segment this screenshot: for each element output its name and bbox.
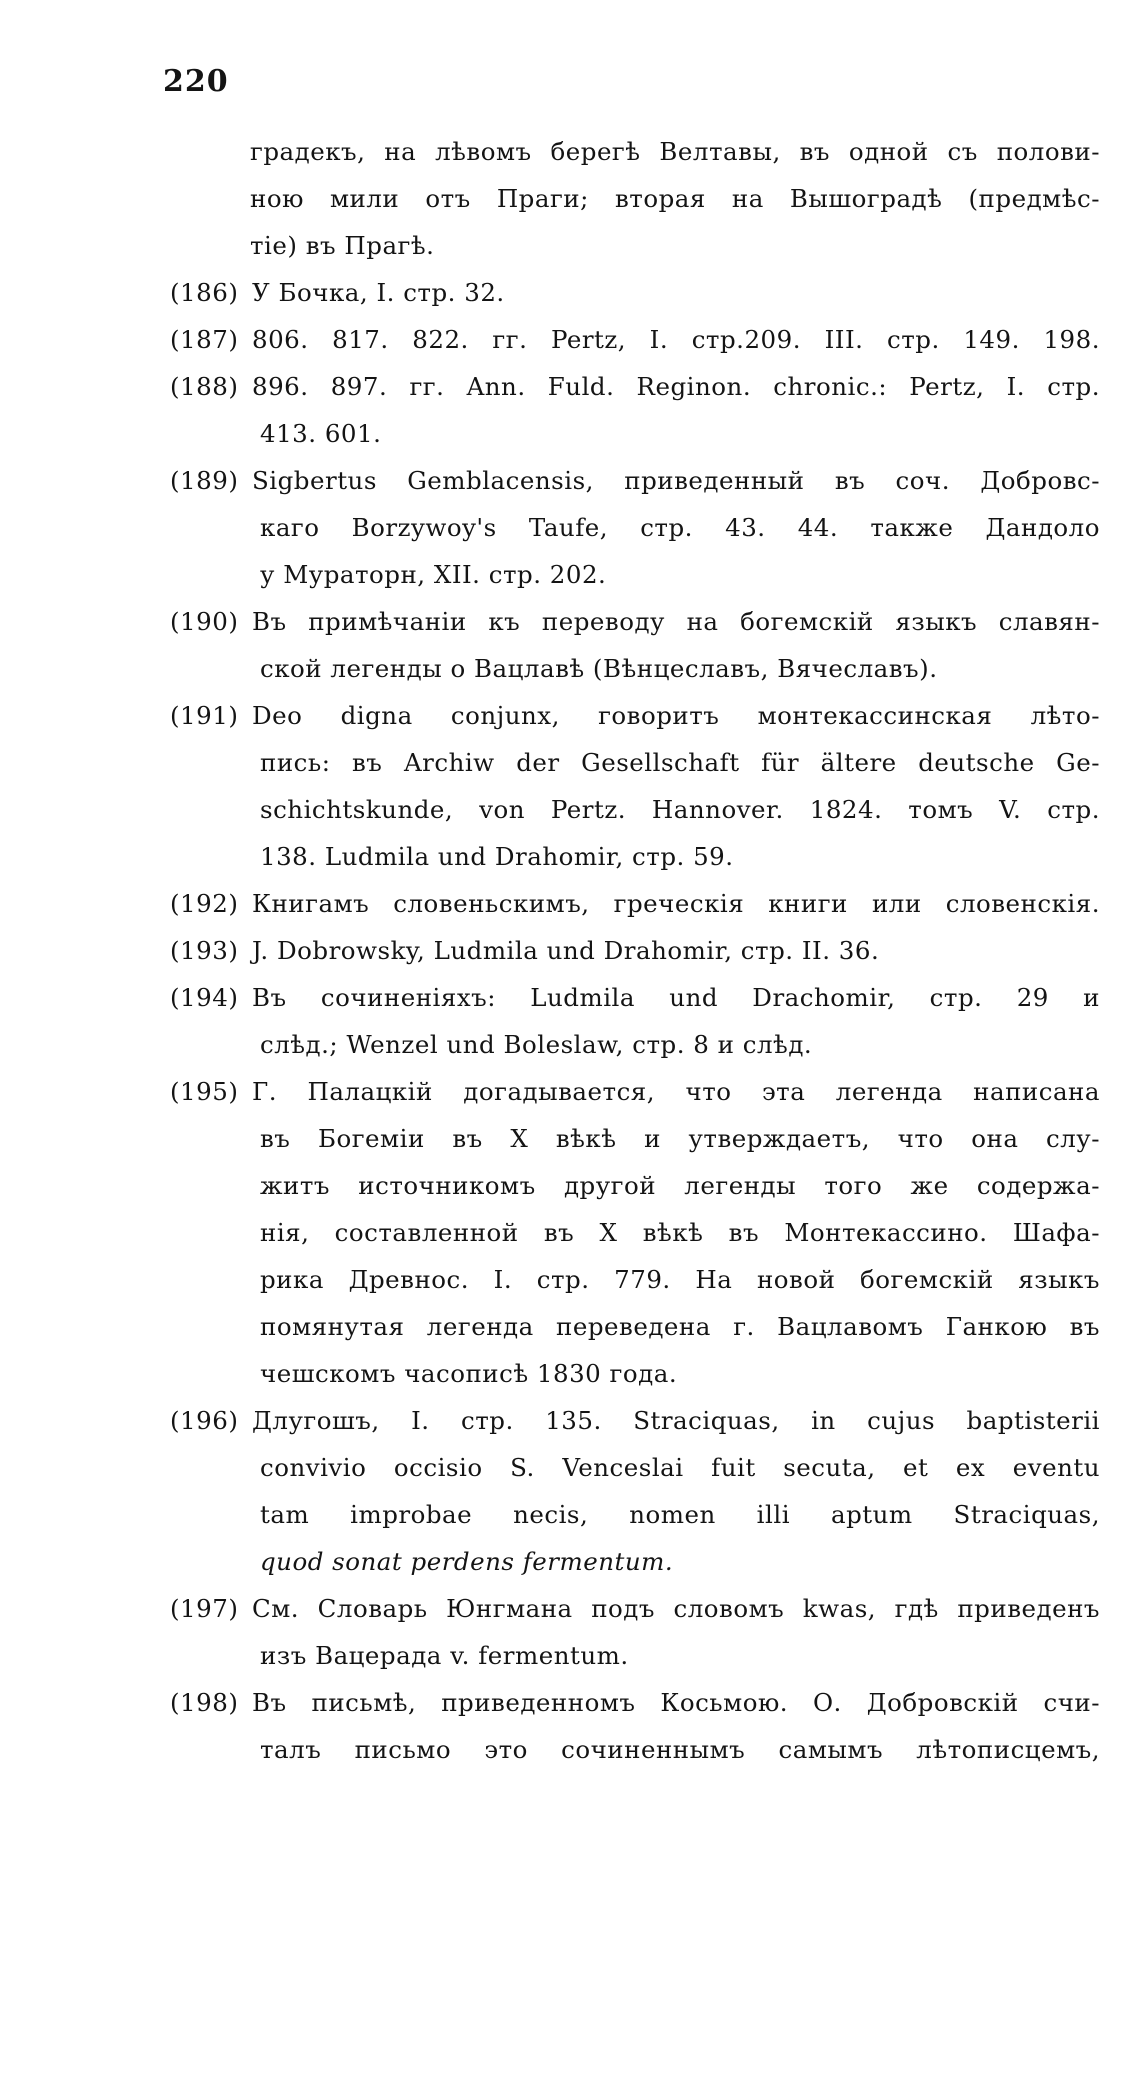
note-196 (170, 1397, 1100, 1444)
note-text: У Бочка, I. стр. 32. (252, 278, 505, 307)
note-line: пись: въ Archiw der Gesellschaft für ältere deutsche Ge- (260, 748, 1100, 777)
note-line: каго Borzywoy's Taufe, стр. 43. 44. также Дандоло (260, 513, 1100, 542)
note-line: изъ Вацерада v. fermentum. (260, 1641, 629, 1670)
note-198 (170, 1679, 1100, 1726)
note-line: у Мураторн, XII. стр. 202. (260, 560, 607, 589)
note-193 (170, 927, 1100, 974)
note-text: Въ примѣчаніи къ переводу на богемскій языкъ славян- (252, 607, 1100, 636)
note-text: 806. 817. 822. гг. Pertz, I. стр.209. III. стр. 149. 198. (252, 325, 1100, 354)
footnotes-block (170, 128, 1100, 1773)
note-line: нія, составленной въ X вѣкѣ въ Монтекассино. Шафа- (260, 1218, 1100, 1247)
note-line: житъ источникомъ другой легенды того же содержа- (260, 1171, 1100, 1200)
note-line (170, 1538, 1100, 1585)
note-number: (196) (170, 1406, 239, 1435)
note-text: Въ письмѣ, приведенномъ Косьмою. О. Добровскій счи- (252, 1688, 1100, 1717)
note-line: 138. Ludmila und Drahomir, стр. 59. (260, 842, 734, 871)
note-192 (170, 880, 1100, 927)
note-188 (170, 363, 1100, 410)
note-line: schichtskunde, von Pertz. Hannover. 1824. томъ V. стр. (260, 795, 1100, 824)
note-number: (193) (170, 936, 239, 965)
note-text: См. Словарь Юнгмана подъ словомъ kwas, гдѣ приведенъ (252, 1594, 1100, 1623)
note-number: (187) (170, 325, 239, 354)
note-187 (170, 316, 1100, 363)
note-text: Книгамъ словеньскимъ, греческія книги или словенскія. (252, 889, 1100, 918)
note-text: Deo digna conjunx, говоритъ монтекассинская лѣто- (252, 701, 1100, 730)
note-number: (194) (170, 983, 239, 1012)
note-line: слѣд.; Wenzel und Boleslaw, стр. 8 и слѣд. (260, 1030, 813, 1059)
note-text: 896. 897. гг. Ann. Fuld. Reginon. chronic.: Pertz, I. стр. (252, 372, 1100, 401)
note-italic-text: quod sonat perdens fermentum. (260, 1547, 674, 1576)
note-line: градекъ, на лѣвомъ берегѣ Велтавы, въ одной съ полови- (250, 137, 1100, 166)
note-195 (170, 1068, 1100, 1115)
page-number: 220 (163, 64, 229, 99)
note-line: ною мили отъ Праги; вторая на Вышоградѣ (предмѣс- (250, 184, 1100, 213)
note-line: 413. 601. (260, 419, 382, 448)
note-number: (188) (170, 372, 239, 401)
note-190 (170, 598, 1100, 645)
note-186 (170, 269, 1100, 316)
note-191 (170, 692, 1100, 739)
note-line: tam improbae necis, nomen illi aptum Straciquas, (260, 1500, 1100, 1529)
note-line: талъ письмо это сочиненнымъ самымъ лѣтописцемъ, (260, 1735, 1100, 1764)
note-number: (192) (170, 889, 239, 918)
note-194 (170, 974, 1100, 1021)
note-text: J. Dobrowsky, Ludmila und Drahomir, стр. II. 36. (252, 936, 880, 965)
note-line: помянутая легенда переведена г. Вацлавомъ Ганкою въ (260, 1312, 1100, 1341)
note-number: (191) (170, 701, 239, 730)
note-line: въ Богеміи въ X вѣкѣ и утверждаетъ, что она слу- (260, 1124, 1100, 1153)
note-197 (170, 1585, 1100, 1632)
note-line: convivio occisio S. Venceslai fuit secuta, et ex eventu (260, 1453, 1100, 1482)
note-line: тіе) въ Прагѣ. (250, 231, 435, 260)
note-number: (189) (170, 466, 239, 495)
note-line: чешскомъ часописѣ 1830 года. (260, 1359, 678, 1388)
note-number: (197) (170, 1594, 239, 1623)
note-text: Г. Палацкій догадывается, что эта легенда написана (252, 1077, 1100, 1106)
note-line: рика Древнос. I. стр. 779. На новой богемскій языкъ (260, 1265, 1100, 1294)
note-text: Sigbertus Gemblacensis, приведенный въ соч. Добровс- (252, 466, 1100, 495)
note-number: (198) (170, 1688, 239, 1717)
note-number: (195) (170, 1077, 239, 1106)
note-line: ской легенды о Вацлавѣ (Вѣнцеславъ, Вячеславъ). (260, 654, 938, 683)
note-text: Въ сочиненіяхъ: Ludmila und Drachomir, стр. 29 и (252, 983, 1100, 1012)
note-number: (186) (170, 278, 239, 307)
note-number: (190) (170, 607, 239, 636)
note-189 (170, 457, 1100, 504)
note-text: Длугошъ, I. стр. 135. Straciquas, in cujus baptisterii (252, 1406, 1100, 1435)
